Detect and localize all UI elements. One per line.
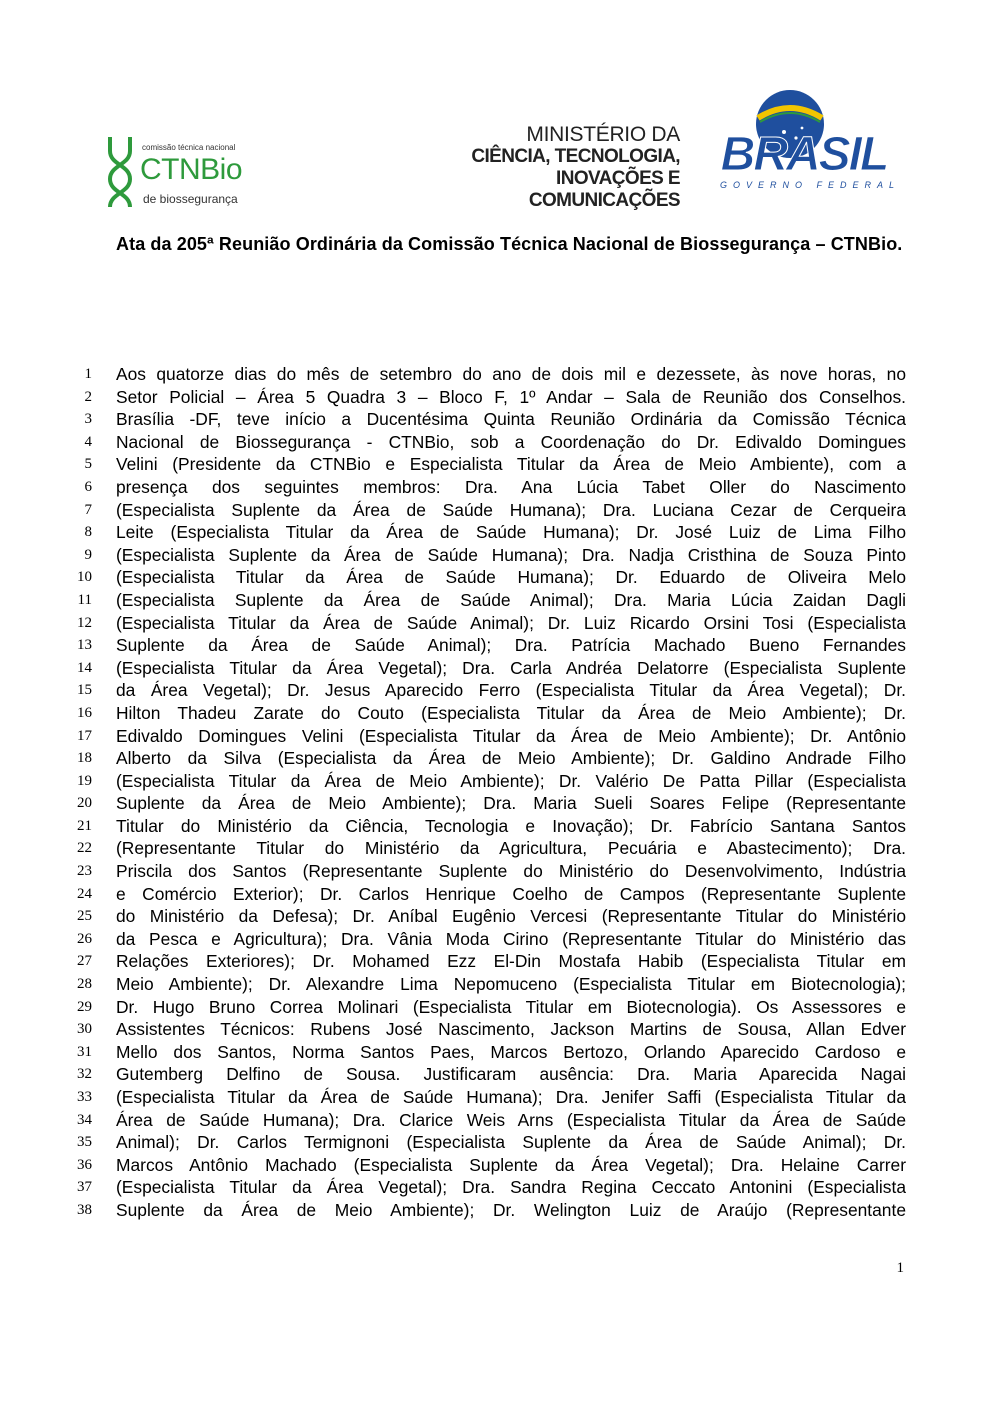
body-text-line: Suplente da Área de Meio Ambiente); Dr. Welington Luiz de Araújo (Representante: [116, 1199, 906, 1220]
line-number: 2: [84, 388, 92, 405]
line-number: 27: [77, 953, 92, 970]
brasil-governo-federal-logo: [704, 88, 914, 194]
line-number: 7: [84, 501, 92, 518]
line-number: 38: [77, 1201, 92, 1218]
line-number: 29: [77, 998, 92, 1015]
line-number: 23: [77, 863, 92, 880]
ctnbio-logo-bottom-text: de biossegurança: [143, 192, 238, 206]
line-number: 6: [84, 478, 92, 495]
line-number: 32: [77, 1066, 92, 1083]
body-text-line: Suplente da Área de Saúde Animal); Dra. Patrícia Machado Bueno Fernandes: [116, 635, 906, 656]
line-number: 19: [77, 772, 92, 789]
body-text-line: e Comércio Exterior); Dr. Carlos Henrique Coelho de Campos (Representante Suplente: [116, 883, 906, 904]
line-number: 37: [77, 1179, 92, 1196]
body-text-line: (Especialista Titular da Área de Saúde Humana); Dr. Eduardo de Oliveira Melo: [116, 567, 906, 588]
line-number: 21: [77, 817, 92, 834]
body-text-line: (Especialista Titular da Área de Meio Ambiente); Dr. Valério De Patta Pillar (Especialista: [116, 770, 906, 791]
line-number: 28: [77, 976, 92, 993]
line-number-column: [50, 363, 92, 1222]
line-number: 31: [77, 1043, 92, 1060]
ministry-logo-line1: MINISTÉRIO DA: [526, 123, 680, 146]
line-number: 1: [84, 366, 92, 382]
body-text-line: (Especialista Suplente da Área de Saúde Humana); Dra. Luciana Cezar de Cerqueira: [116, 499, 906, 520]
body-text-line: Brasília -DF, teve início a Ducentésima Quinta Reunião Ordinária da Comissão Técnica: [116, 409, 906, 430]
line-number: 10: [77, 569, 92, 586]
ctnbio-logo: [106, 137, 246, 213]
brasil-logo-subtitle: GOVERNO FEDERAL: [719, 180, 901, 190]
line-number: 33: [77, 1089, 92, 1105]
body-text-line: Meio Ambiente); Dr. Alexandre Lima Nepomuceno (Especialista Titular em Biotecnologia);: [116, 974, 906, 995]
ctnbio-logo-name: CTNBio: [140, 153, 243, 186]
line-number: 35: [77, 1134, 92, 1151]
body-text-line: Assistentes Técnicos: Rubens José Nascimento, Jackson Martins de Sousa, Allan Edver: [116, 1019, 906, 1040]
brasil-logo-word: BRASIL: [720, 128, 888, 181]
body-text-line: Velini (Presidente da CTNBio e Especialista Titular da Área de Meio Ambiente), com a: [116, 454, 906, 475]
body-text-line: Suplente da Área de Meio Ambiente); Dra. Maria Sueli Soares Felipe (Representante: [116, 793, 906, 814]
body-text-line: (Especialista Titular da Área Vegetal); Dra. Carla Andréa Delatorre (Especialista Suplente: [116, 657, 906, 678]
body-text-line: (Especialista Suplente da Área de Saúde Humana); Dra. Nadja Cristhina de Souza Pinto: [116, 544, 906, 565]
body-text-line: Nacional de Biossegurança - CTNBio, sob a Coordenação do Dr. Edivaldo Domingues: [116, 431, 906, 452]
line-number: 30: [77, 1021, 92, 1038]
body-text-line: Relações Exteriores); Dr. Mohamed Ezz El-Din Mostafa Habib (Especialista Titular em: [116, 951, 906, 972]
line-number: 25: [77, 908, 92, 925]
body-text-line: Leite (Especialista Titular da Área de Saúde Humana); Dr. José Luiz de Lima Filho: [116, 522, 906, 543]
line-number: 5: [84, 456, 92, 473]
body-text-line: Alberto da Silva (Especialista da Área de Meio Ambiente); Dr. Galdino Andrade Filho: [116, 748, 906, 769]
line-number: 9: [84, 546, 92, 563]
line-number: 14: [77, 659, 92, 676]
ministry-logo-line3: INOVAÇÕES E COMUNICAÇÕES: [528, 168, 680, 211]
dna-helix-icon: [106, 137, 134, 209]
line-number: 15: [77, 682, 92, 699]
body-text-line: Hilton Thadeu Zarate do Couto (Especialista Titular da Área de Meio Ambiente); Dr.: [116, 702, 906, 723]
ctnbio-logo-top-text: comissão técnica nacional: [142, 143, 236, 152]
body-text-line: Dr. Hugo Bruno Correa Molinari (Especialista Titular em Biotecnologia). Os Assessores e: [116, 996, 906, 1017]
line-number: 20: [77, 795, 92, 812]
body-text-line: da Pesca e Agricultura); Dra. Vânia Moda Cirino (Representante Titular do Ministério das: [116, 928, 906, 949]
body-text-line: Gutemberg Delfino de Sousa. Justificaram ausência: Dra. Maria Aparecida Nagai: [116, 1064, 906, 1085]
body-text-line: Área de Saúde Humana); Dra. Clarice Weis Arns (Especialista Titular da Área de Saúde: [116, 1109, 906, 1130]
body-text-line: Edivaldo Domingues Velini (Especialista Titular da Área de Meio Ambiente); Dr. Antônio: [116, 725, 906, 746]
body-text-line: (Especialista Titular da Área de Saúde Humana); Dra. Jenifer Saffi (Especialista Titular da: [116, 1087, 906, 1107]
ministry-logo: [404, 124, 680, 212]
line-number: 13: [77, 637, 92, 654]
line-number: 34: [77, 1111, 92, 1128]
line-number: 24: [77, 885, 92, 902]
body-text-line: Priscila dos Santos (Representante Suplente do Ministério do Desenvolvimento, Indústria: [116, 861, 906, 882]
line-number: 36: [77, 1156, 92, 1173]
body-text-line: da Área Vegetal); Dr. Jesus Aparecido Ferro (Especialista Titular da Área Vegetal); Dr.: [116, 680, 906, 701]
document-title: Ata da 205ª Reunião Ordinária da Comissão Técnica Nacional de Biossegurança – CTNBio.: [116, 234, 903, 254]
line-number: 18: [77, 750, 92, 767]
line-number: 16: [77, 704, 92, 721]
line-number: 3: [84, 411, 92, 428]
line-number: 22: [77, 840, 92, 857]
body-text-line: do Ministério da Defesa); Dr. Aníbal Eugênio Vercesi (Representante Titular do Ministério: [116, 906, 906, 927]
document-body: [116, 363, 906, 1222]
body-text-line: (Especialista Suplente da Área de Saúde Animal); Dra. Maria Lúcia Zaidan Dagli: [116, 589, 906, 610]
body-text-line: Aos quatorze dias do mês de setembro do ano de dois mil e dezessete, às nove horas, no: [116, 364, 906, 384]
body-text-line: Titular do Ministério da Ciência, Tecnologia e Inovação); Dr. Fabrício Santana Santos: [116, 815, 906, 836]
body-text-line: Animal); Dr. Carlos Termignoni (Especialista Suplente da Área de Saúde Animal); Dr.: [116, 1132, 906, 1153]
line-number: 17: [77, 727, 92, 744]
ministry-logo-line2: CIÊNCIA, TECNOLOGIA,: [471, 146, 680, 167]
body-text-line: Marcos Antônio Machado (Especialista Suplente da Área Vegetal); Dra. Helaine Carrer: [116, 1154, 906, 1175]
body-text-line: (Representante Titular do Ministério da Agricultura, Pecuária e Abastecimento); Dra.: [116, 838, 906, 859]
line-number: 11: [77, 591, 92, 608]
body-text-line: presença dos seguintes membros: Dra. Ana Lúcia Tabet Oller do Nascimento: [116, 476, 906, 497]
line-number: 12: [77, 614, 92, 631]
line-number: 26: [77, 930, 92, 947]
body-text-line: (Especialista Titular da Área de Saúde Animal); Dr. Luiz Ricardo Orsini Tosi (Especialista: [116, 612, 906, 633]
body-text-line: (Especialista Titular da Área Vegetal); Dra. Sandra Regina Ceccato Antonini (Especialista: [116, 1177, 906, 1198]
page-number: 1: [896, 1260, 904, 1276]
line-number: 8: [84, 524, 92, 541]
body-text-line: Mello dos Santos, Norma Santos Paes, Marcos Bertozo, Orlando Aparecido Cardoso e: [116, 1041, 906, 1062]
body-text-line: Setor Policial – Área 5 Quadra 3 – Bloco F, 1º Andar – Sala de Reunião dos Conselhos.: [116, 386, 906, 407]
line-number: 4: [84, 433, 92, 450]
